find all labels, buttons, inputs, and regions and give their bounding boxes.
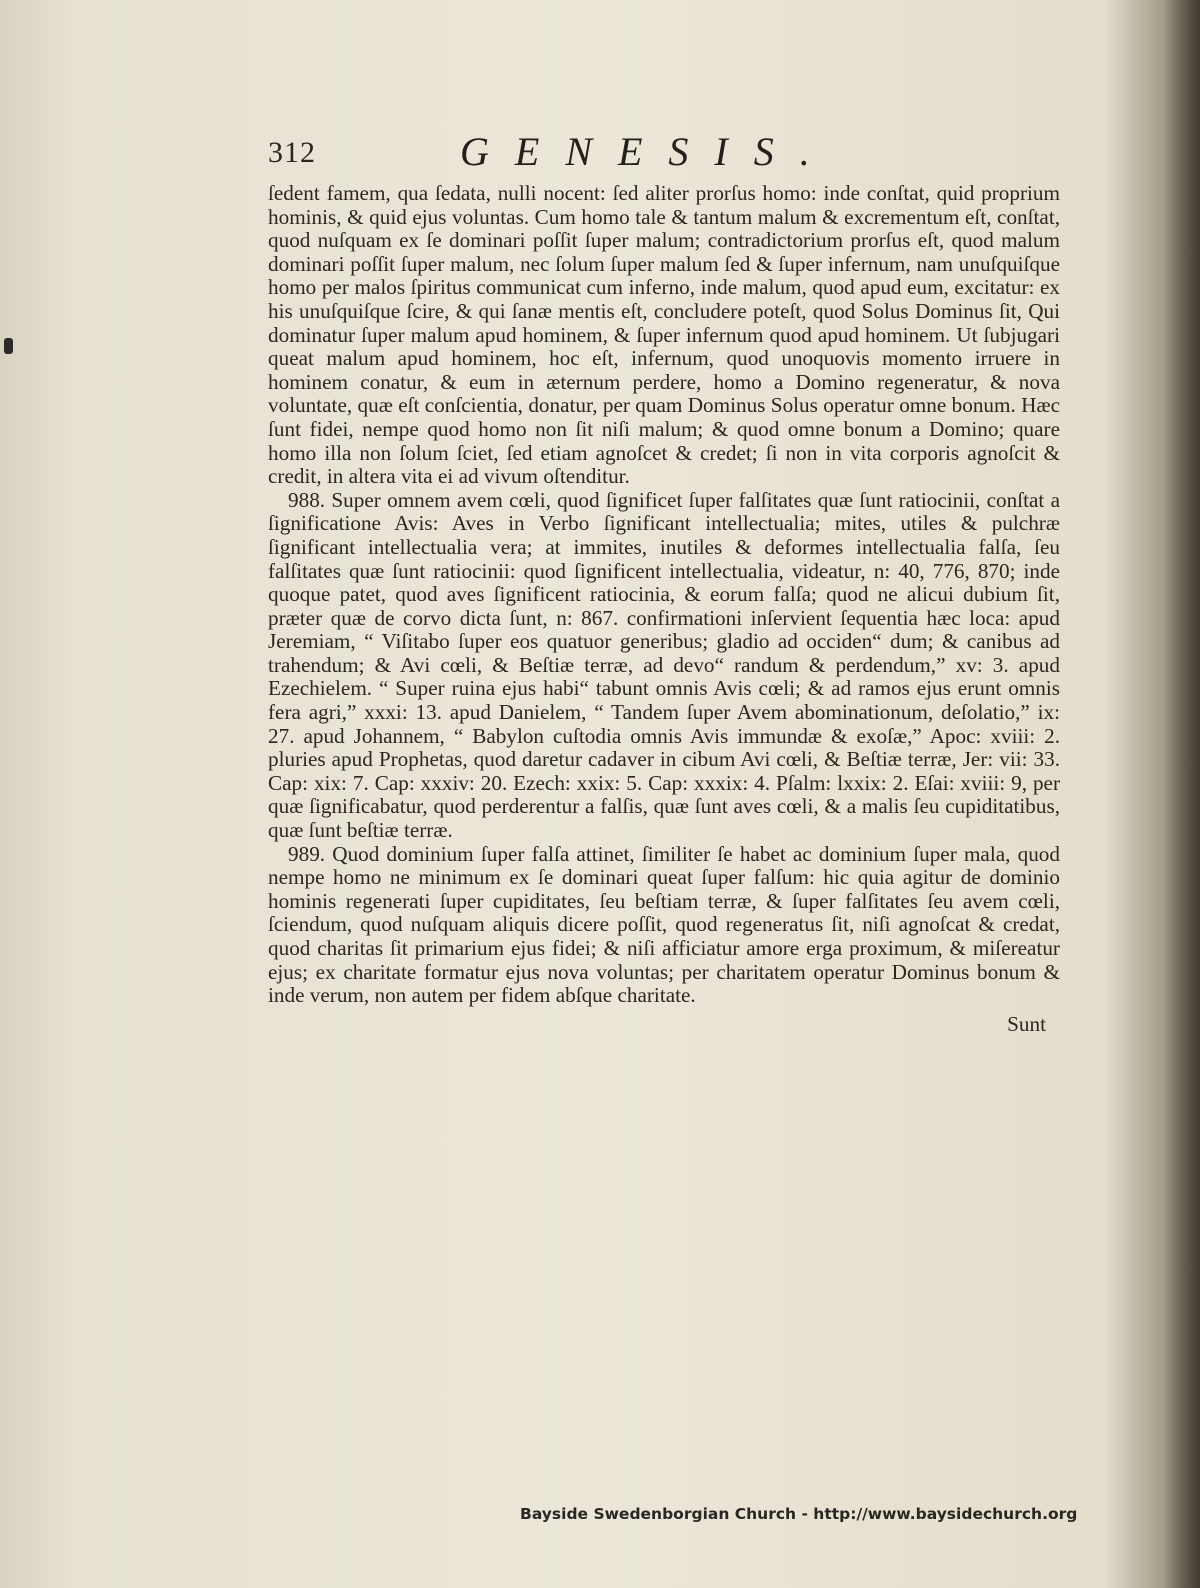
- running-title: GENESIS.: [460, 129, 836, 174]
- source-watermark: Bayside Swedenborgian Church - http://www.baysidechurch.org: [520, 1505, 1078, 1523]
- body-text: [268, 182, 1060, 1008]
- paragraph-989: 989. Quod dominium ſuper falſa attinet, ſimiliter ſe habet ac dominium ſuper mala, quod nempe homo ne minimum ex ſe dominari queat ſuper falſum: hic quia agitur de dominio hominis regenerati ſuper cupiditates, ſeu beſtiam terræ, & ſuper falſitates ſeu avem cœli, ſciendum, quod nuſquam aliquis dicere poſſit, quod regeneratus ſit, niſi agnoſcat & credat, quod charitas ſit primarium ejus fidei; & niſi afficiatur amore erga proximum, & miſereatur ejus; ex charitate formatur ejus nova voluntas; per charitatem operatur Dominus bonum & inde verum, non autem per fidem abſque charitate.: [268, 841, 1060, 1008]
- paragraph-continuation: ſedent famem, qua ſedata, nulli nocent: ſed aliter prorſus homo: inde conſtat, quid proprium hominis, & quid ejus voluntas. Cum homo tale & tantum malum & excrementum eſt, conſtat, quod nuſquam ex ſe dominari poſſit ſuper malum; contradictorium prorſus eſt, quod malum dominari poſſit ſuper malum, nec ſolum ſuper malum ſed & ſuper infernum, nam unuſquiſque homo per malos ſpiritus communicat cum inferno, inde malum, quod apud eum, excitatur: ex his unuſquiſque ſcire, & qui ſanæ mentis eſt, concludere poteſt, quod Solus Dominus ſit, Qui dominatur ſuper malum apud hominem, & ſuper infernum quod apud hominem. Ut ſubjugari queat malum apud hominem, hoc eſt, infernum, quod unoquovis momento irruere in hominem conatur, & eum in æternum perdere, homo a Domino regeneratur, & nova voluntate, quæ eſt conſcientia, donatur, per quam Dominus Solus operatur omne bonum. Hæc ſunt fidei, nempe quod homo non ſit niſi malum; & quod omne bonum a Domino; quare homo illa non ſolum ſciet, ſed etiam agnoſcet & credet; ſi non in vita corporis agnoſcit & credit, in altera vita ei ad vivum oſtenditur.: [268, 181, 1060, 489]
- page-number: 312: [268, 136, 316, 169]
- book-spine-shadow: [1164, 0, 1200, 1588]
- page-header: [268, 128, 1068, 178]
- catchword: Sunt: [1007, 1012, 1046, 1036]
- ink-blot-mark: [4, 338, 13, 354]
- paragraph-988: 988. Super omnem avem cœli, quod ſignificet ſuper falſitates quæ ſunt ratiocinii, conſtat a ſignificatione Avis: Aves in Verbo ſignificant intellectualia; mites, utiles & pulchræ ſignificant intellectualia vera; at immites, inutiles & deformes intellectualia falſa, ſeu falſitates quæ ſunt ratiocinii: quod ſignificent intellectualia, videatur, n: 40, 776, 870; inde quoque patet, quod aves ſignificent ratiocinia, & eorum falſa; quod ne alicui dubium ſit, præter quæ de corvo dicta ſunt, n: 867. confirmationi inſervient ſequentia hæc loca: apud Jeremiam, “ Viſitabo ſuper eos quatuor generibus; gladio ad occiden“ dum; & canibus ad trahendum; & Avi cœli, & Beſtiæ terræ, ad devo“ randum & perdendum,” xv: 3. apud Ezechielem. “ Super ruina ejus habi“ tabunt omnis Avis cœli; & ad ramos ejus erunt omnis fera agri,” xxxi: 13. apud Danielem, “ Tandem ſuper Avem abominationum, deſolatio,” ix: 27. apud Johannem, “ Babylon cuſtodia omnis Avis immundæ & exoſæ,” Apoc: xviii: 2. pluries apud Prophetas, quod daretur cadaver in cibum Avi cœli, & Beſtiæ terræ, Jer: vii: 33. Cap: xix: 7. Cap: xxxiv: 20. Ezech: xxix: 5. Cap: xxxix: 4. Pſalm: lxxix: 2. Eſai: xviii: 9, per quæ ſignificabatur, quod perderentur a falſis, quæ ſunt aves cœli, & a malis ſeu cupiditatibus, quæ ſunt beſtiæ terræ.: [268, 487, 1060, 843]
